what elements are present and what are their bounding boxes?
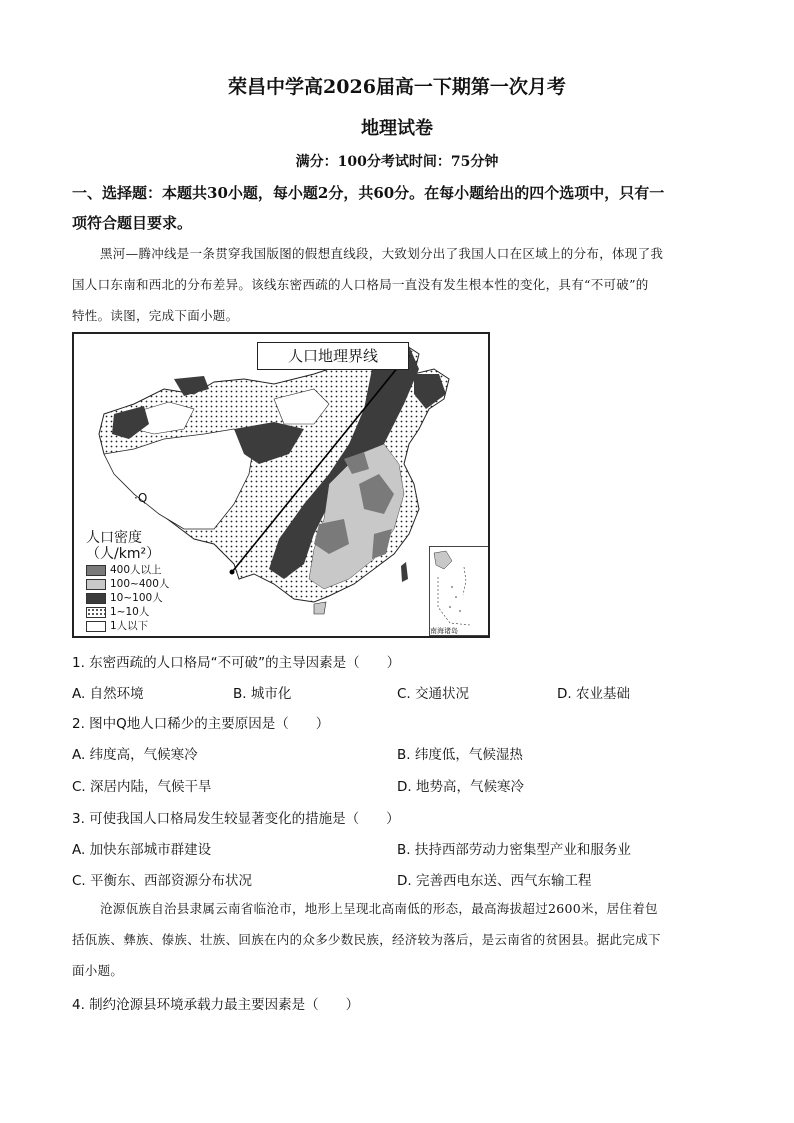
legend-item [86,620,148,633]
question-2-option-b[interactable]: B. 纬度低，气候湿热 [397,747,523,763]
passage1-line1: 黑河—腾冲线是一条贯穿我国版图的假想直线段，大致划分出了我国人口在区域上的分布，体现了我 [100,246,664,261]
legend-label: 100~400人 [110,578,170,590]
legend-swatch [86,621,106,632]
legend-swatch [86,607,106,618]
point-q-dot: · [134,491,138,505]
map-title: 人口地理界线 [257,342,409,370]
question-1-option-a[interactable]: A. 自然环境 [72,686,144,702]
legend-title [86,530,160,562]
question-3-option-d[interactable]: D. 完善西电东送、西气东输工程 [397,873,592,889]
passage2-line1: 沧源佤族自治县隶属云南省临沧市，地形上呈现北高南低的形态，最高海拔超过2600米，居住着包 [100,901,658,916]
question-2-option-d[interactable]: D. 地势高，气候寒冷 [397,779,524,795]
question-3-option-b[interactable]: B. 扶持西部劳动力密集型产业和服务业 [397,842,631,858]
legend-item [86,564,162,577]
legend-swatch [86,565,106,576]
exam-title: 荣昌中学高2026届高一下期第一次月考 [228,76,566,98]
legend-label: 1~10人 [110,606,150,618]
legend-item [86,578,169,591]
section-heading-line2: 项符合题目要求。 [72,214,193,232]
passage2-line2: 括佤族、彝族、傣族、壮族、回族在内的众多少数民族，经济较为落后，是云南省的贫困县。据此完成下 [72,932,661,947]
subject-title: 地理试卷 [361,118,433,139]
question-2-option-a[interactable]: A. 纬度高，气候寒冷 [72,747,198,763]
legend-label: 400人以上 [110,564,162,576]
question-2-option-c[interactable]: C. 深居内陆，气候干旱 [72,779,212,795]
exam-meta: 满分：100分考试时间：75分钟 [295,154,499,170]
passage1-line2: 国人口东南和西北的分布差异。该线东密西疏的人口格局一直没有发生根本性的变化，具有“不可破”的 [72,277,649,292]
question-2-stem: 2. 图中Q地人口稀少的主要原因是（ ） [72,716,330,732]
section-heading-line1: 一、选择题：本题共30小题，每小题2分，共60分。在每小题给出的四个选项中，只有一 [72,184,665,202]
south-china-sea-inset [429,546,489,636]
question-1-option-b[interactable]: B. 城市化 [233,686,292,702]
point-q-label: Q [137,491,148,505]
question-3-stem: 3. 可使我国人口格局发生较显著变化的措施是（ ） [72,811,400,827]
legend-title-line1: 人口密度 [86,530,142,546]
legend-item [86,606,149,619]
question-4-stem: 4. 制约沧源县环境承载力最主要因素是（ ） [72,997,360,1013]
question-1-option-c[interactable]: C. 交通状况 [397,686,470,702]
point-q-marker [134,491,147,505]
legend-title-line2: （人/km²） [86,546,161,562]
question-1-option-d[interactable]: D. 农业基础 [557,686,630,702]
question-1-stem: 1. 东密西疏的人口格局“不可破”的主导因素是（ ） [72,655,401,671]
question-3-option-c[interactable]: C. 平衡东、西部资源分布状况 [72,873,253,889]
legend-item [86,592,163,605]
population-density-map [72,332,490,638]
inset-label: 南海诸岛 [430,627,458,635]
passage2-line3: 面小题。 [72,963,124,978]
legend-swatch [86,593,106,604]
legend-label: 1人以下 [110,620,149,632]
legend-label: 10~100人 [110,592,163,604]
passage1-line3: 特性。读图，完成下面小题。 [72,308,239,323]
question-3-option-a[interactable]: A. 加快东部城市群建设 [72,842,212,858]
legend-swatch [86,579,106,590]
